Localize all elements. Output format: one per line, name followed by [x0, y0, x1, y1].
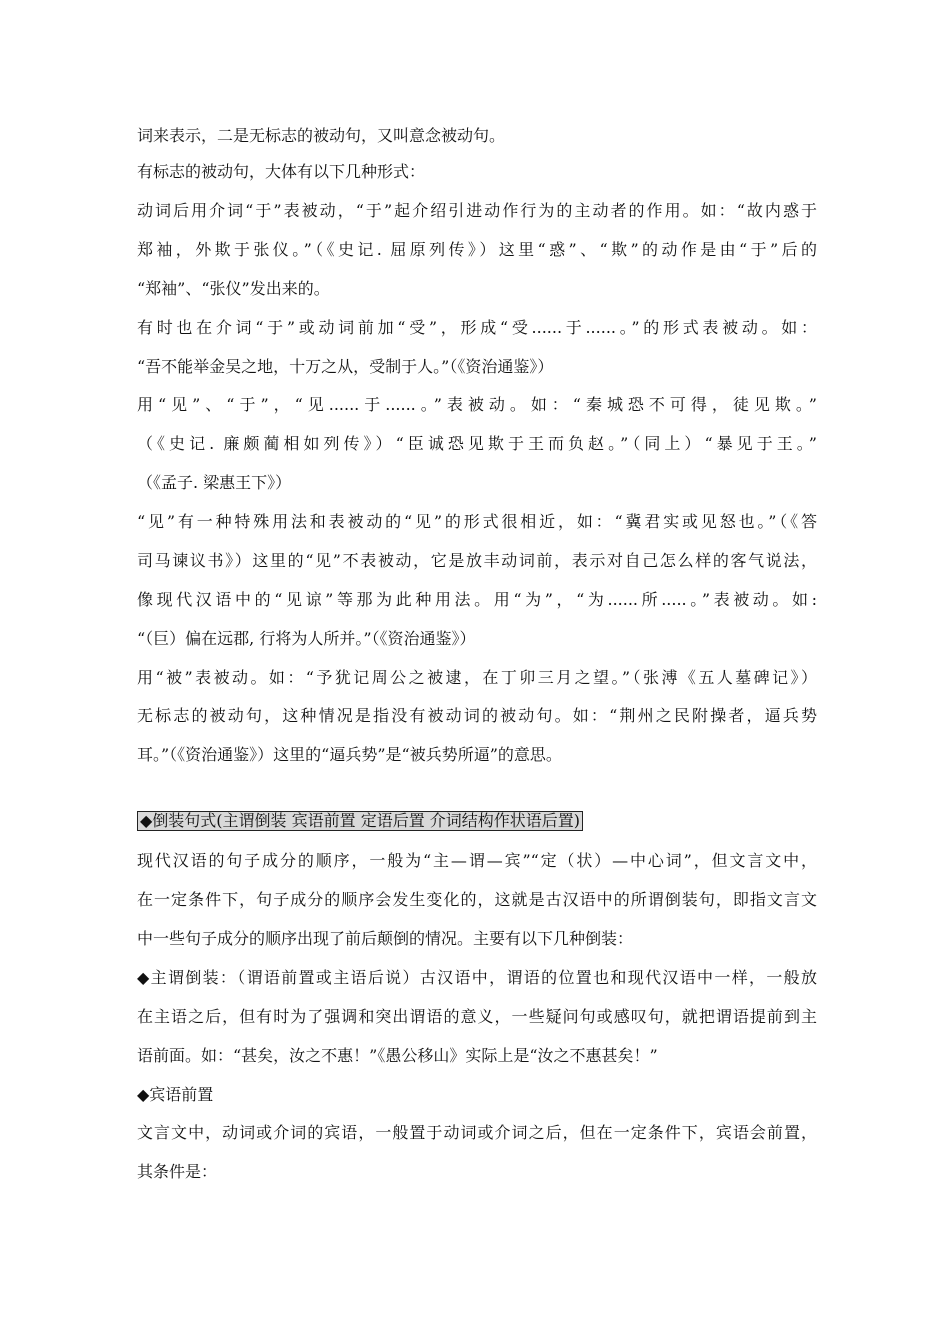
text-line: “吾不能举金吴之地，十万之从，受制于人。”（《资治通鉴》） [137, 357, 554, 376]
text-line: “见”有一种特殊用法和表被动的“见”的形式很相近，如：“冀君实或见怒也。”（《答 [137, 512, 817, 531]
text-line: 其条件是： [137, 1162, 218, 1181]
subheading: ◆宾语前置 [137, 1085, 214, 1104]
text-line: 司马谏议书》）这里的“见”不表被动，它是放丰动词前，表示对自己怎么样的客气说法， [137, 551, 817, 570]
text-line: 文言文中，动词或介词的宾语，一般置于动词或介词之后，但在一定条件下，宾语会前置， [137, 1123, 817, 1142]
text-line: 有时也在介词“于”或动词前加“受”，形成“受......于......。”的形式表被动。如： [137, 318, 817, 337]
text-line: （《史记. 廉颇蔺相如列传》）“臣诚恐见欺于王而负赵。”（同上）“暴见于王。” [137, 434, 817, 453]
text-line: 用“见”、“于”，“见......于......。”表被动。如：“秦城恐不可得，徒见欺。” [137, 395, 817, 414]
text-line: 有标志的被动句，大体有以下几种形式： [137, 162, 426, 181]
text-line: 中一些句子成分的顺序出现了前后颠倒的情况。主要有以下几种倒装： [137, 929, 634, 948]
text-line: （《孟子. 梁惠王下》） [137, 473, 292, 492]
text-line: ◆主谓倒装：（谓语前置或主语后说）古汉语中，谓语的位置也和现代汉语中一样，一般放 [137, 968, 817, 987]
text-line: 用“被”表被动。如：“予犹记周公之被逮，在丁卯三月之望。”（张溥《五人墓碑记》） [137, 668, 817, 687]
text-line: 无标志的被动句，这种情况是指没有被动词的被动句。如：“荆州之民附操者，逼兵势 [137, 706, 817, 725]
text-line: 语前面。如：“甚矣，汝之不惠！”《愚公移山》实际上是“汝之不惠甚矣！” [137, 1046, 658, 1065]
text-line: 耳。”（《资治通鉴》）这里的“逼兵势”是“被兵势所逼”的意思。 [137, 745, 562, 764]
text-line: 像现代汉语中的“见谅”等那为此种用法。用“为”，“为......所.....。”表被动。如: [137, 590, 817, 609]
text-line: 动词后用介词“于”表被动，“于”起介绍引进动作行为的主动者的作用。如：“故内惑于 [137, 201, 817, 220]
section-heading-box: ◆倒装句式(主谓倒装 宾语前置 定语后置 介词结构作状语后置) [137, 811, 583, 831]
text-line: 现代汉语的句子成分的顺序，一般为“主—谓—宾”“定（状）—中心词”，但文言文中， [137, 851, 817, 870]
text-line: 词来表示，二是无标志的被动句，又叫意念被动句。 [137, 126, 506, 145]
text-line: 在一定条件下，句子成分的顺序会发生变化的，这就是古汉语中的所谓倒装句，即指文言文 [137, 890, 817, 909]
text-line: “（巨）偏在远郡, 行将为人所并。”（《资治通鉴》） [137, 629, 476, 648]
text-line: “郑袖”、“张仪”发出来的。 [137, 279, 330, 298]
text-line: 郑袖，外欺于张仪。”（《史记. 屈原列传》）这里“惑”、“欺”的动作是由“于”后的 [137, 240, 817, 259]
text-line: 在主语之后，但有时为了强调和突出谓语的意义，一些疑问句或感叹句，就把谓语提前到主 [137, 1007, 817, 1026]
section-heading [137, 811, 817, 831]
